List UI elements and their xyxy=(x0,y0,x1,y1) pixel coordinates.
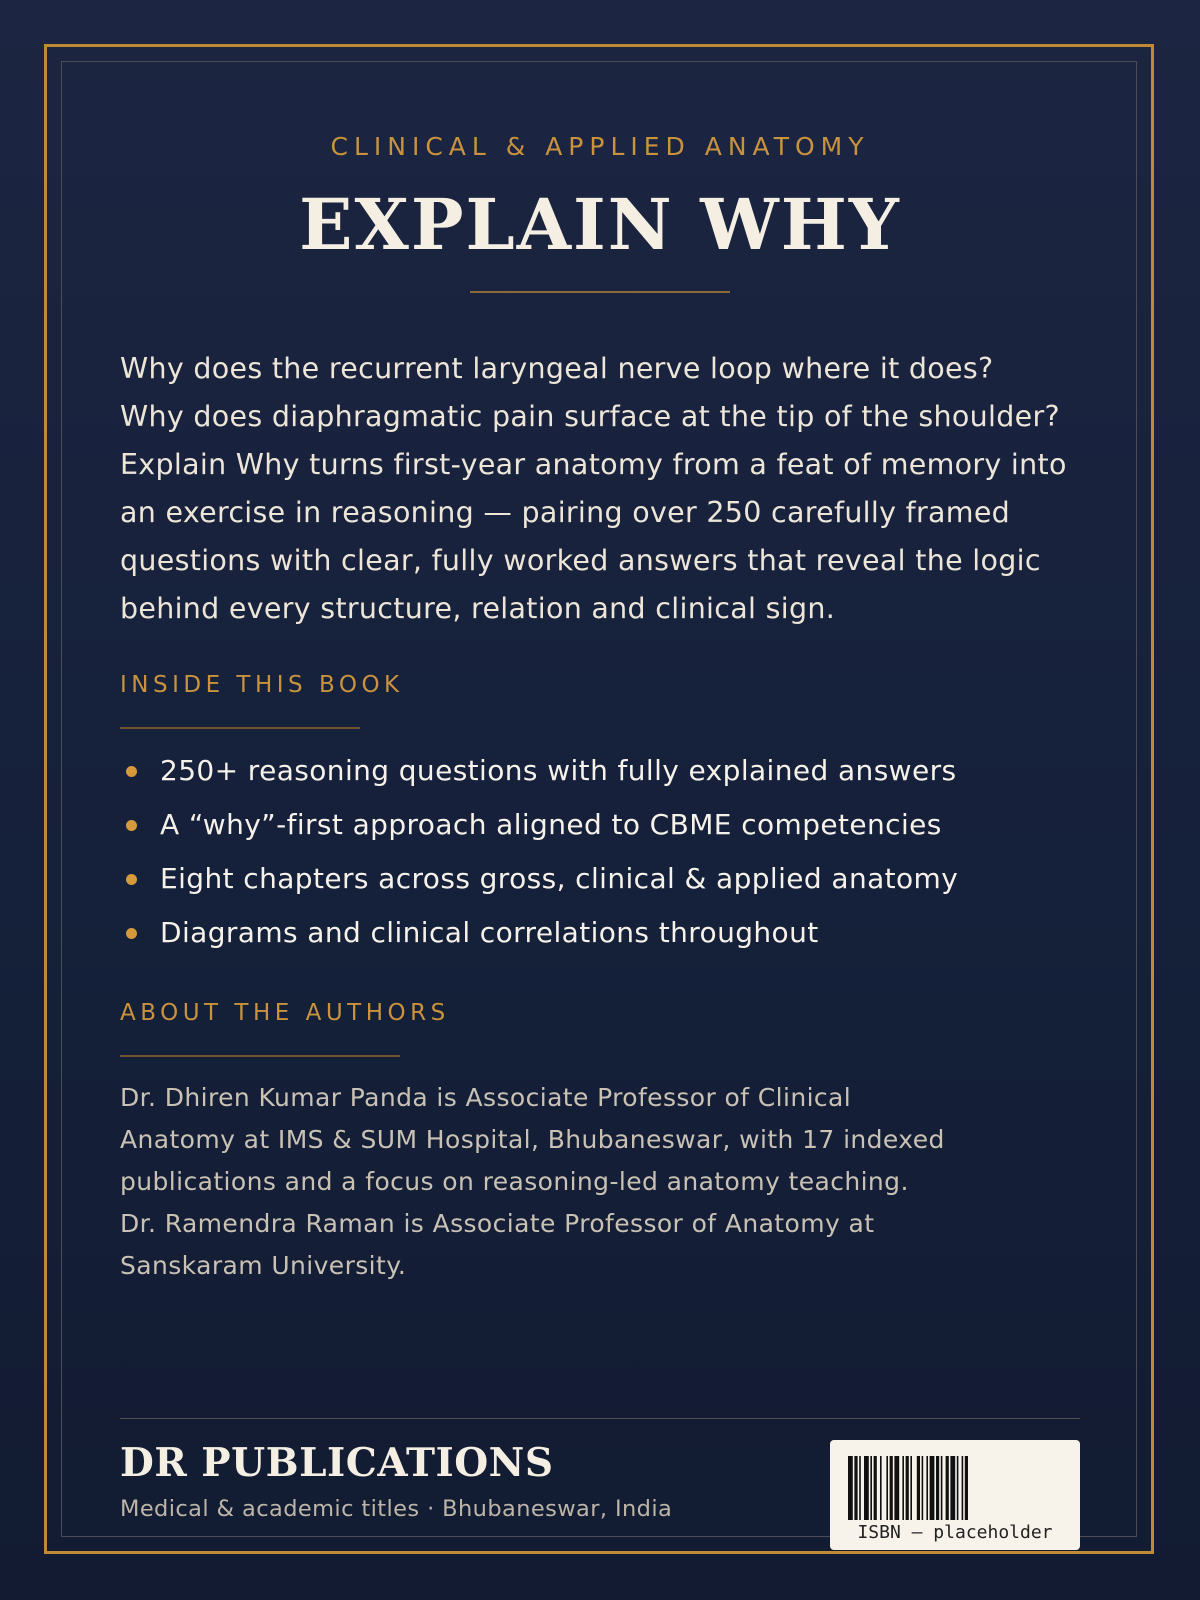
barcode-icon xyxy=(848,1456,1048,1520)
publisher-name: DR PUBLICATIONS xyxy=(120,1440,554,1486)
intro-blurb xyxy=(120,345,1130,633)
list-item xyxy=(120,744,1130,798)
bio-line: Sanskaram University. xyxy=(120,1251,407,1280)
bio-line: Anatomy at IMS & SUM Hospital, Bhubaneswar, with 17 indexed xyxy=(120,1125,945,1154)
list-item xyxy=(120,906,1130,960)
intro-line: behind every structure, relation and clinical sign. xyxy=(120,592,836,625)
title-divider xyxy=(470,291,730,293)
inside-book-heading: INSIDE THIS BOOK xyxy=(120,672,404,698)
isbn-label: ISBN — placeholder xyxy=(857,1522,1053,1543)
bio-line: publications and a focus on reasoning-led anatomy teaching. xyxy=(120,1167,909,1196)
intro-line: Why does the recurrent laryngeal nerve loop where it does? xyxy=(120,352,994,385)
about-authors-rule xyxy=(120,1055,400,1057)
bullet-dot-icon xyxy=(126,874,137,885)
feature-list xyxy=(120,744,1130,960)
bullet-dot-icon xyxy=(126,766,137,777)
book-title: EXPLAIN WHY xyxy=(299,183,901,266)
footer-divider xyxy=(120,1418,1080,1419)
list-item xyxy=(120,852,1130,906)
intro-line: Explain Why turns first-year anatomy from a feat of memory into xyxy=(120,448,1067,481)
list-item-text: Diagrams and clinical correlations throughout xyxy=(160,916,819,949)
publisher-tagline: Medical & academic titles · Bhubaneswar, India xyxy=(120,1496,673,1522)
authors-bio xyxy=(120,1077,1040,1287)
bio-line: Dr. Dhiren Kumar Panda is Associate Professor of Clinical xyxy=(120,1083,852,1112)
list-item-text: A “why”-first approach aligned to CBME competencies xyxy=(160,808,942,841)
list-item-text: Eight chapters across gross, clinical & applied anatomy xyxy=(160,862,959,895)
bullet-dot-icon xyxy=(126,928,137,939)
series-kicker: CLINICAL & APPLIED ANATOMY xyxy=(330,132,870,161)
intro-line: questions with clear, fully worked answers that reveal the logic xyxy=(120,544,1041,577)
inside-book-rule xyxy=(120,727,360,729)
list-item-text: 250+ reasoning questions with fully explained answers xyxy=(160,754,957,787)
bullet-dot-icon xyxy=(126,820,137,831)
about-authors-heading: ABOUT THE AUTHORS xyxy=(120,1000,450,1026)
intro-line: Why does diaphragmatic pain surface at the tip of the shoulder? xyxy=(120,400,1060,433)
list-item xyxy=(120,798,1130,852)
intro-line: an exercise in reasoning — pairing over 250 carefully framed xyxy=(120,496,1011,529)
barcode-card xyxy=(830,1440,1080,1550)
bio-line: Dr. Ramendra Raman is Associate Professor of Anatomy at xyxy=(120,1209,875,1238)
